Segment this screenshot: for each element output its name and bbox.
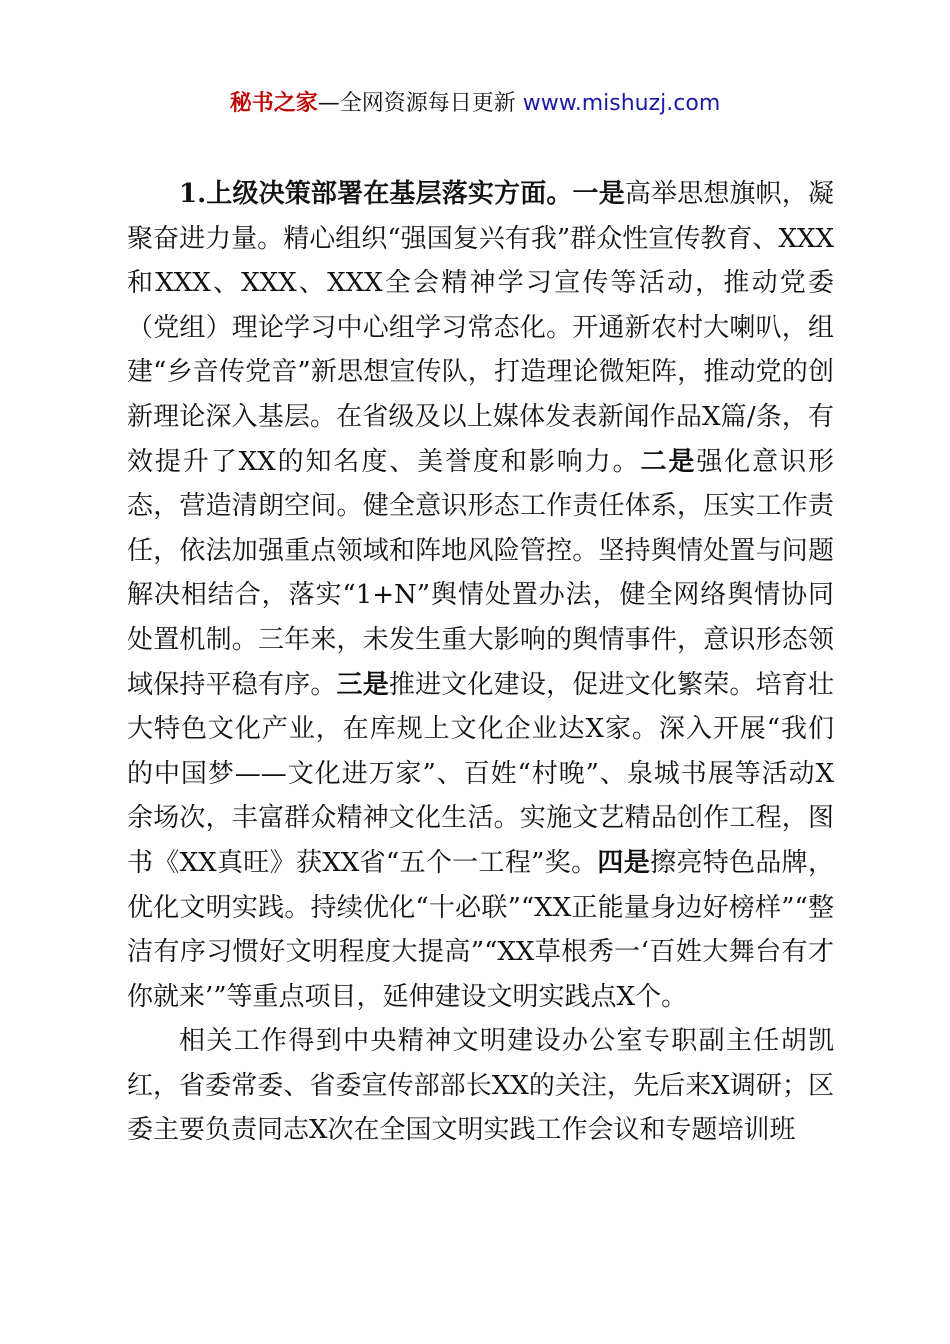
section-title: 1.上级决策部署在基层落实方面。 (179, 179, 573, 209)
paragraph-achievements (127, 172, 834, 1019)
point-marker: 二是 (640, 446, 697, 477)
point-marker: 四是 (597, 847, 651, 878)
point-text: 推进文化建设，促进文化繁荣。培育壮大特色文化产业，在库规上文化企业达X家。深入开展“我们的中国梦——文化进万家”、百姓“村晚”、泉城书展等活动X余场次，丰富群众精神文化生活。实施文艺精品创作工程，图书《XX真旺》获XX省“五个一工程”奖。 (127, 669, 834, 878)
point-text: 强化意识形态，营造清朗空间。健全意识形态工作责任体系，压实工作责任，依法加强重点领域和阵地风险管控。坚持舆情处置与问题解决相结合，落实“1+N”舆情处置办法，健全网络舆情协同处置机制。三年来，未发生重大影响的舆情事件，意识形态领域保持平稳有序。 (127, 446, 834, 700)
website-link[interactable]: www.mishuzj.com (522, 91, 721, 116)
point-marker: 一是 (572, 179, 625, 209)
site-header (0, 88, 950, 120)
point-text: 高举思想旗帜，凝聚奋进力量。精心组织“强国复兴有我”群众性宣传教育、XXX和XXX、XXX、XXX全会精神学习宣传等活动，推动党委（党组）理论学习中心组学习常态化。开通新农村大喇叭，组建“乡音传党音”新思想宣传队，打造理论微矩阵，推动党的创新理论深入基层。在省级及以上媒体发表新闻作品X篇/条，有效提升了XX的知名度、美誉度和影响力。 (127, 179, 834, 477)
point-marker: 三是 (336, 669, 389, 700)
paragraph-recognition: 相关工作得到中央精神文明建设办公室专职副主任胡凯红，省委常委、省委宣传部部长XX的关注，先后来X调研；区委主要负责同志X次在全国文明实践工作会议和专题培训班 (127, 1026, 834, 1146)
point-text: 擦亮特色品牌，优化文明实践。持续优化“十必联”“XX正能量身边好榜样”“整洁有序习惯好文明程度大提高”“XX草根秀一‘百姓大舞台有才你就来’”等重点项目，延伸建设文明实践点X个。 (127, 847, 834, 1012)
document-body (127, 172, 834, 1153)
brand-name: 秘书之家 (229, 91, 318, 116)
header-slogan: —全网资源每日更新 (317, 91, 516, 116)
